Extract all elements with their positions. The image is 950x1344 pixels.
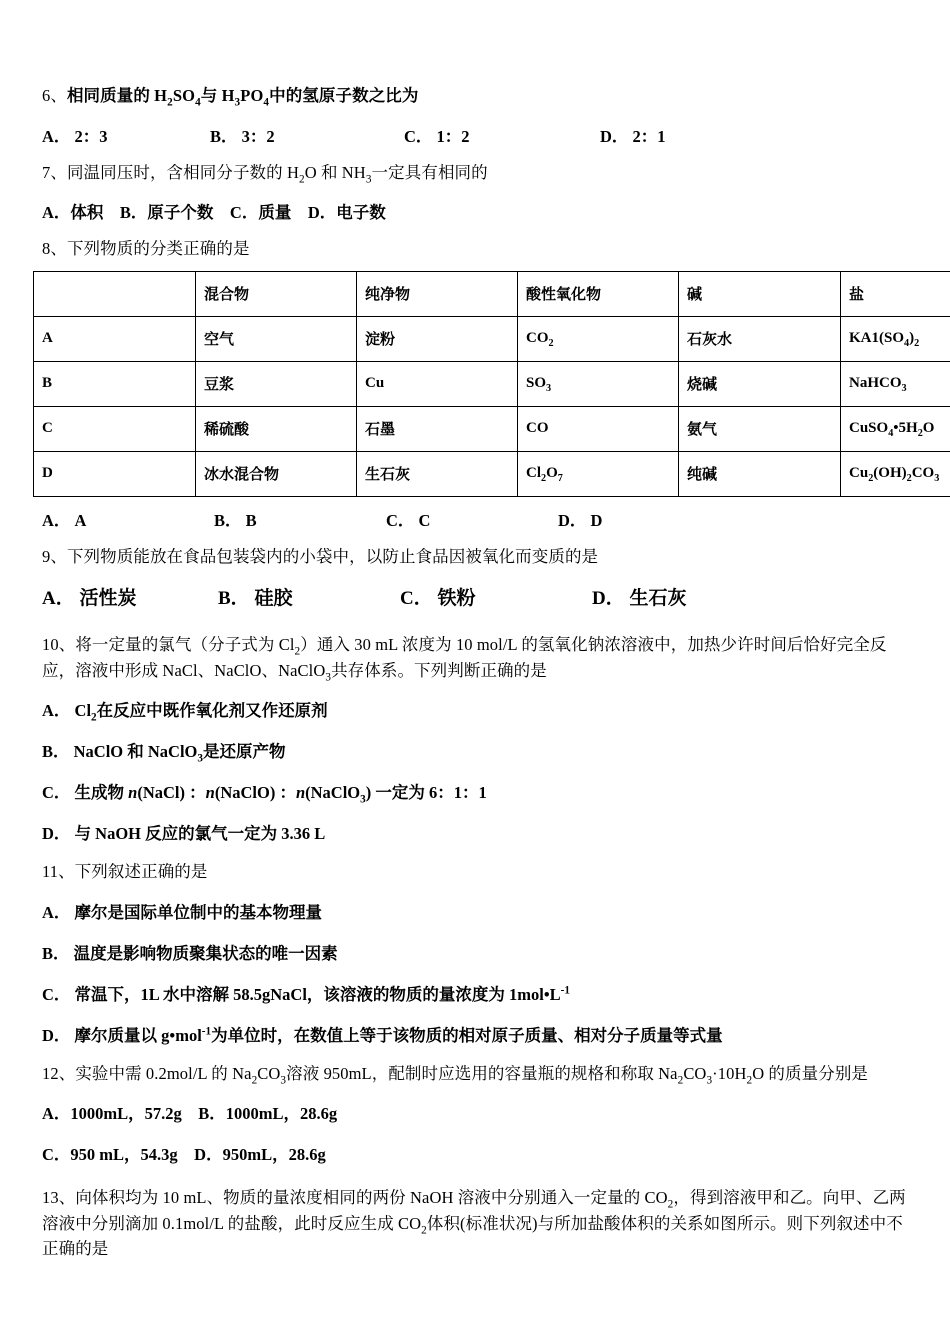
question-7-number: 7、 [42, 162, 67, 182]
row-label-a: A [34, 316, 196, 361]
question-10-option-c[interactable]: C． 生成物 n(NaCl) ：n(NaClO) ：n(NaClO$_3$) 一定为 6：1：1 [42, 783, 487, 806]
question-8-option-d[interactable]: D． D [558, 510, 603, 530]
question-12-stem [42, 1063, 918, 1086]
question-11-number: 11、 [42, 862, 75, 882]
question-13-stem-text: 向体积均为 10 mL、物质的量浓度相同的两份 NaOH 溶液中分别通入一定量的 $CO_2$，得到溶液甲和乙。向甲、乙两溶液中分别滴加 0.1mol/L 的盐酸，此时反应生成 $CO_2$体积(标准状况)与所加盐酸体积的关系如图所示。则下列叙述中不正确的是 [42, 1188, 906, 1259]
question-12-stem-text: 实验中需 0.2mol/L 的 $Na_2CO_3$溶液 950mL，配制时应选用的容量瓶的规格和称取 $Na_2CO_3\cdot 10H_2O$ 的质量分别是 [75, 1063, 869, 1086]
question-8-option-c[interactable]: C． C [386, 510, 431, 530]
cell-b-acidic-oxide: $SO_3$ [518, 361, 679, 406]
question-8-number: 8、 [42, 239, 67, 258]
question-7-stem-text: 同温同压时，含相同分子数的 $H_2O$ 和 $NH_3$一定具有相同的 [66, 162, 488, 185]
question-9-stem-text: 下列物质能放在食品包装袋内的小袋中，以防止食品因被氧化而变质的是 [66, 546, 599, 566]
question-10-option-b[interactable]: B． NaClO 和 NaClO$_3$是还原产物 [42, 742, 286, 765]
cell-b-pure: Cu [357, 361, 518, 406]
table-header-blank [34, 271, 196, 316]
cell-a-base: 石灰水 [679, 316, 841, 361]
question-11-option-b-text: 温度是影响物质聚集状态的唯一因素 [73, 943, 338, 963]
cell-d-acidic-oxide: $Cl_2O_7$ [518, 451, 679, 496]
cell-b-mixture: 豆浆 [196, 361, 357, 406]
cell-c-base: 氨气 [679, 406, 841, 451]
question-10-option-d[interactable]: D． 与 NaOH 反应的氯气一定为 3.36 L [42, 824, 326, 844]
question-6-number: 6、 [42, 86, 67, 105]
question-8-option-a[interactable]: A． A [42, 510, 87, 530]
question-9-stem [42, 546, 918, 566]
table-row [34, 406, 950, 451]
question-12-options-row-2[interactable]: C．950 mL，54.3g D．950mL，28.6g [42, 1145, 326, 1165]
classification-table-wrapper [33, 271, 940, 497]
question-11-option-b[interactable]: B． 温度是影响物质聚集状态的唯一因素 [42, 943, 338, 963]
question-10-stem [42, 632, 918, 683]
question-11-stem-text: 下列叙述正确的是 [74, 862, 208, 882]
question-11-option-d-text: 摩尔质量以 g•mol$^{-1}$为单位时，在数值上等于该物质的相对原子质量、相对分子质量等式量 [74, 1025, 723, 1045]
cell-a-acidic-oxide: $CO_2$ [518, 316, 679, 361]
question-8-stem-text: 下列物质的分类正确的是 [66, 239, 250, 258]
question-12-options-row-1[interactable]: A．1000mL，57.2g B．1000mL，28.6g [42, 1104, 338, 1124]
question-10-number: 10、 [42, 635, 76, 654]
question-9-number: 9、 [42, 546, 67, 566]
table-header-row [34, 271, 950, 316]
question-8-option-b[interactable]: B． B [214, 510, 257, 530]
question-11-option-a[interactable]: A． 摩尔是国际单位制中的基本物理量 [42, 902, 323, 922]
question-6-stem [42, 86, 918, 109]
question-7-options[interactable]: A．体积 B．原子个数 C．质量 D．电子数 [42, 203, 386, 222]
table-row [34, 361, 950, 406]
classification-table [33, 271, 950, 497]
cell-c-acidic-oxide: CO [518, 406, 679, 451]
question-13-number: 13、 [42, 1188, 76, 1208]
question-12-number: 12、 [42, 1063, 76, 1083]
row-label-b: B [34, 361, 196, 406]
table-header-pure: 纯净物 [357, 271, 518, 316]
cell-a-mixture: 空气 [196, 316, 357, 361]
question-6-stem-text: 相同质量的 $H_2SO_4$与 $H_3PO_4$中的氢原子数之比为 [66, 86, 419, 109]
question-10-option-d-text: 与 NaOH 反应的氯气一定为 3.36 L [74, 824, 326, 844]
question-10-option-a-text: $Cl_2$在反应中既作氧化剂又作还原剂 [74, 701, 328, 724]
cell-a-salt: $KA1(SO_4)_2$ [841, 316, 950, 361]
question-9-option-b[interactable]: B． 硅胶 [218, 588, 293, 609]
question-9-option-c[interactable]: C． 铁粉 [400, 588, 476, 609]
question-11-option-c-text: 常温下，1L 水中溶解 58.5gNaCl，该溶液的物质的量浓度为 $1mol•L^{-1}$ [74, 984, 571, 1004]
row-label-c: C [34, 406, 196, 451]
cell-d-mixture: 冰水混合物 [196, 451, 357, 496]
table-header-base: 碱 [679, 271, 841, 316]
cell-b-base: 烧碱 [679, 361, 841, 406]
question-6-option-a[interactable]: A． 2：3 [42, 126, 108, 146]
question-11-option-d[interactable]: D． 摩尔质量以 g•mol$^{-1}$为单位时，在数值上等于该物质的相对原子质量、相对分子质量等式量 [42, 1025, 723, 1045]
question-9-options [42, 583, 918, 610]
cell-d-pure: 生石灰 [357, 451, 518, 496]
question-10-stem-text: 将一定量的氯气（分子式为 $Cl_2$）通入 30 mL 浓度为 10 mol/L 的氢氧化钠浓溶液中，加热少许时间后恰好完全反应，溶液中形成 NaCl、NaClO、NaClO$_3$共存体系。下列判断正确的是 [42, 635, 887, 683]
question-10-option-b-text: NaClO 和 NaClO$_3$是还原产物 [73, 742, 286, 765]
cell-c-pure: 石墨 [357, 406, 518, 451]
question-6-options [42, 123, 918, 147]
question-8-options [42, 507, 918, 531]
question-6-option-c[interactable]: C． 1：2 [404, 126, 470, 146]
question-7-stem [42, 162, 918, 185]
question-11-option-a-text: 摩尔是国际单位制中的基本物理量 [74, 902, 323, 922]
question-11-option-c[interactable]: C． 常温下，1L 水中溶解 58.5gNaCl，该溶液的物质的量浓度为 $1mol•L^{-1}$ [42, 984, 571, 1004]
row-label-d: D [34, 451, 196, 496]
table-header-mixture: 混合物 [196, 271, 357, 316]
question-13-stem [42, 1185, 918, 1262]
question-6-option-d[interactable]: D． 2：1 [600, 126, 666, 146]
table-row [34, 316, 950, 361]
question-6-option-b[interactable]: B． 3：2 [210, 126, 275, 146]
question-10-option-c-text: 生成物 n(NaCl) ：n(NaClO) ：n(NaClO$_3$) 一定为 6：1：1 [74, 783, 487, 806]
cell-d-salt: $Cu_2(OH)_2CO_3$ [841, 451, 950, 496]
table-row [34, 451, 950, 496]
question-9-option-d[interactable]: D． 生石灰 [592, 588, 687, 609]
cell-c-salt: $CuSO_4•5H_2O$ [841, 406, 950, 451]
cell-b-salt: NaHCO$_3$ [841, 361, 950, 406]
question-10-option-a[interactable]: A． $Cl_2$在反应中既作氧化剂又作还原剂 [42, 701, 328, 724]
exam-content [42, 86, 940, 1280]
table-header-acidic-oxide: 酸性氧化物 [518, 271, 679, 316]
table-header-salt: 盐 [841, 271, 950, 316]
cell-d-base: 纯碱 [679, 451, 841, 496]
question-8-stem [42, 241, 918, 258]
cell-a-pure: 淀粉 [357, 316, 518, 361]
question-9-option-a[interactable]: A． 活性炭 [42, 588, 137, 609]
question-11-stem [42, 864, 918, 881]
cell-c-mixture: 稀硫酸 [196, 406, 357, 451]
